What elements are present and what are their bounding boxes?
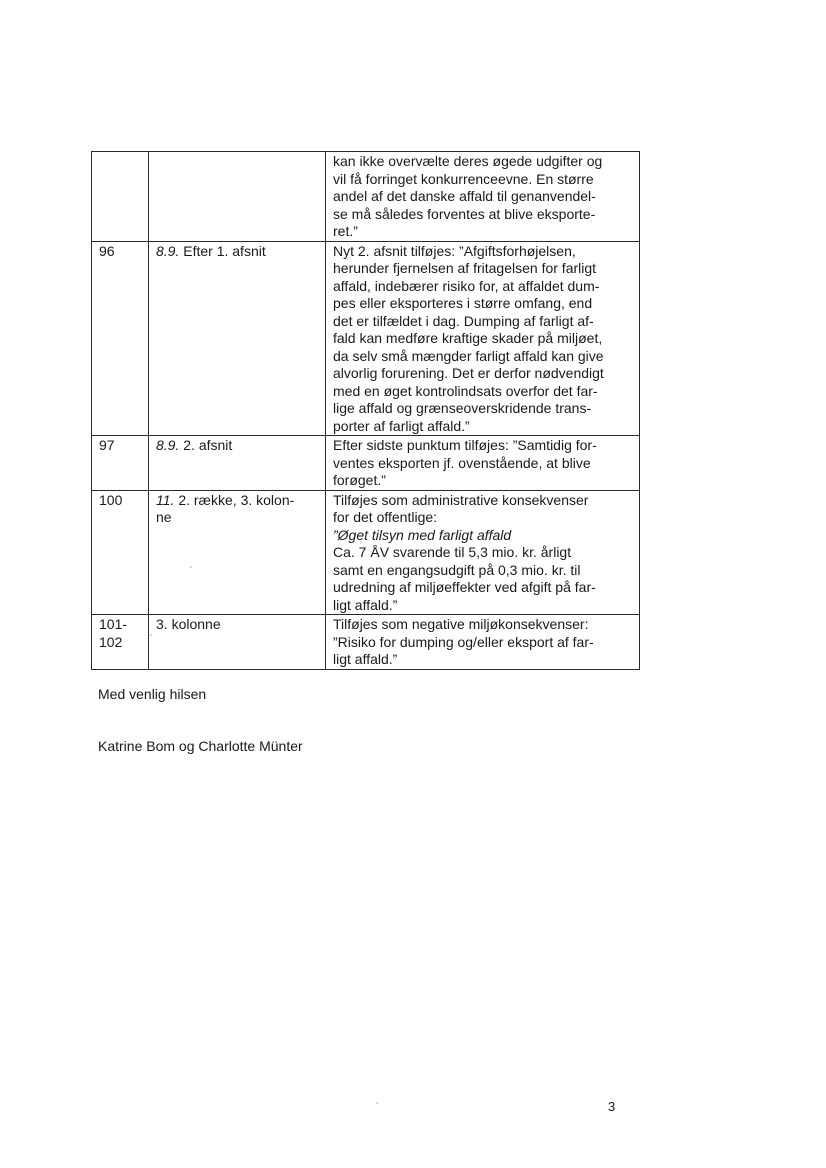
amendment-text: Ca. 7 ÅV svarende til 5,3 mio. kr. årligt samt en engangsudgift på 0,3 mio. kr. til udredning af miljøeffekter ved afgift på far- ligt affald.”: [333, 544, 596, 613]
amendment-text: Tilføjes som administrative konsekvenser for det offentlige:: [333, 491, 589, 525]
section-location: Efter 1. afsnit: [179, 242, 266, 259]
amendment-text: Tilføjes som negative miljøkonsekvenser: ”Risiko for dumping og/eller eksport af far- ligt affald.”: [333, 616, 594, 667]
amendment-text: kan ikke overvælte deres øgede udgifter og vil få forringet konkurrenceevne. En større andel af det danske affald til genanvendel- se må således forventes at blive eksporte- ret.”: [333, 153, 603, 239]
amendment-cell: [326, 241, 640, 436]
section-number: 8.9.: [156, 437, 180, 453]
amendments-table: [91, 151, 640, 670]
table-row: [92, 615, 640, 670]
section-number: 8.9.: [156, 242, 180, 259]
table-row: [92, 490, 640, 615]
amendment-cell: [326, 615, 640, 670]
scan-speck: [376, 1102, 378, 1104]
amendment-text: Efter sidste punktum tilføjes: ”Samtidig for- ventes eksporten jf. ovenstående, at blive forøget.”: [333, 437, 597, 488]
page-cell: 96: [92, 241, 149, 436]
closing-greeting: Med venlig hilsen: [98, 686, 207, 702]
section-cell: [149, 436, 326, 491]
section-number: 11.: [156, 491, 175, 508]
amendment-cell: [326, 436, 640, 491]
page-cell: 97: [92, 436, 149, 491]
section-location: 3. kolonne: [156, 616, 221, 632]
table-row: [92, 436, 640, 491]
section-cell: [149, 152, 326, 242]
page-cell: 101- 102: [92, 615, 149, 670]
section-cell: [149, 241, 326, 436]
table-row: [92, 152, 640, 242]
page-cell: [92, 152, 149, 242]
page-cell: 100: [92, 490, 149, 615]
table-row: [92, 241, 640, 436]
amendment-text: Nyt 2. afsnit tilføjes: ”Afgiftsforhøjelsen, herunder fjernelsen af fritagelsen for farligt affald, indebærer risiko for, at affaldet dum- pes eller eksporteres i større omfang, end det er tilfældet i dag. Dumping af farligt af- fald kan medføre kraftige skader på miljøet, da selv små mængder farligt affald kan give alvorlig forurening. Det er derfor nødvendigt med en øget kontrolindsats overfor det far- lige affald og grænseoverskridende trans- porter af farligt affald.”: [333, 242, 604, 434]
section-location: 2. afsnit: [179, 437, 233, 453]
amendment-cell: [326, 152, 640, 242]
section-location: 2. række, 3. kolon- ne: [156, 491, 295, 525]
signers: Katrine Bom og Charlotte Münter: [98, 738, 303, 754]
amendment-cell: [326, 490, 640, 615]
amendment-text: ”Øget tilsyn med farligt affald: [333, 526, 512, 543]
section-cell: [149, 615, 326, 670]
page-number: 3: [608, 1099, 616, 1114]
section-cell: [149, 490, 326, 615]
